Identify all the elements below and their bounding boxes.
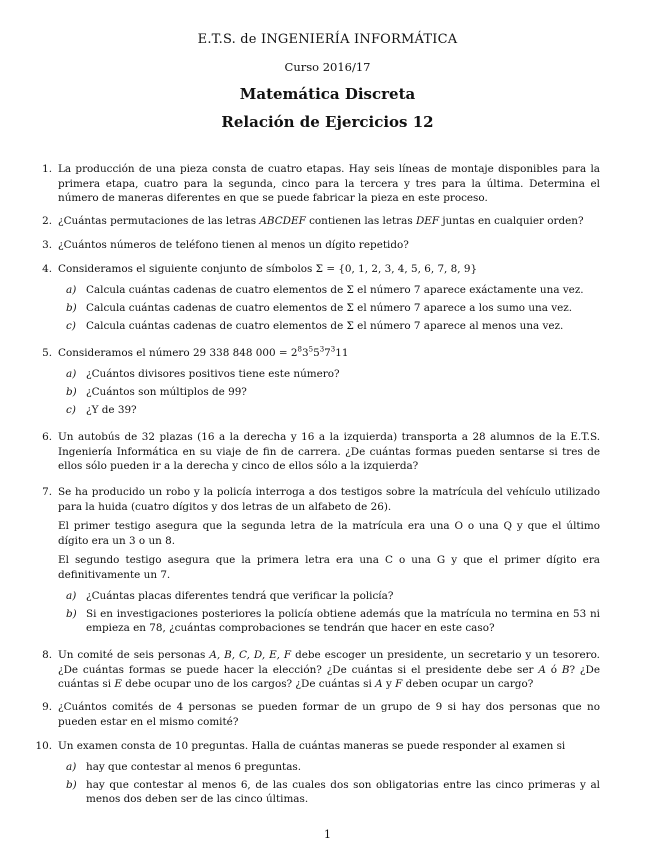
exercise-number: 1. [42, 163, 52, 175]
subitem-list [58, 367, 600, 418]
course-year: Curso 2016/17 [284, 60, 371, 74]
exercise-number: 8. [42, 649, 52, 661]
subitem-list [58, 283, 600, 334]
exercise-number: 4. [42, 263, 52, 275]
subitem-list [58, 760, 600, 807]
exercise-number: 9. [42, 701, 52, 713]
exercise-text: La producción de una pieza consta de cuatro etapas. Hay seis líneas de montaje disponibles para la primera etapa, cuatro para la segunda, cinco para la tercera y tres para la última. Determina el número de maneras diferentes en que se puede fabricar la pieza en este proceso. [58, 163, 600, 205]
exercise-number: 6. [42, 431, 52, 443]
exercise-text: Consideramos el siguiente conjunto de símbolos Σ = {0, 1, 2, 3, 4, 5, 6, 7, 8, 9} [58, 263, 478, 275]
exercise-number: 3. [42, 239, 52, 251]
subitem: b) hay que contestar al menos 6, de las cuales dos son obligatorias entre las cinco primeras y al menos dos deben ser de las cinco últimas. [66, 778, 600, 806]
exercise-3 [42, 238, 600, 258]
exercise-number: 10. [35, 740, 52, 752]
exercise-2 [42, 214, 600, 234]
exercise-text: Un examen consta de 10 preguntas. Halla de cuántas maneras se puede responder al examen si [58, 740, 566, 752]
subitem: a) ¿Cuántos divisores positivos tiene este número? [66, 367, 340, 380]
subitem: c) ¿Y de 39? [66, 403, 137, 416]
subitem: b) Si en investigaciones posteriores la policía obtiene además que la matrícula no termina en 53 ni empieza en 78, ¿cuántas comprobaciones se tendrán que hacer en este caso? [66, 607, 600, 635]
page-number: 1 [324, 828, 331, 841]
subitem: b) ¿Cuántos son múltiplos de 99? [66, 385, 247, 398]
exercise-paragraph: El segundo testigo asegura que la primera letra era una C o una G y que el primer dígito era definitivamente un 7. [58, 554, 600, 581]
exercise-5 [42, 345, 600, 421]
exercise-10 [35, 739, 600, 810]
exercise-number: 7. [42, 486, 52, 498]
institution-header: E.T.S. de INGENIERÍA INFORMÁTICA [197, 32, 458, 47]
exercise-8 [42, 648, 600, 697]
subitem: c) Calcula cuántas cadenas de cuatro elementos de Σ el número 7 aparece al menos una vez. [66, 319, 564, 332]
subitem: b) Calcula cuántas cadenas de cuatro elementos de Σ el número 7 aparece a los sumo una vez. [66, 301, 573, 314]
subitem: a) Calcula cuántas cadenas de cuatro elementos de Σ el número 7 aparece exáctamente una vez. [66, 283, 584, 296]
sheet-title: Relación de Ejercicios 12 [221, 113, 434, 131]
exercise-paragraph: Se ha producido un robo y la policía interroga a dos testigos sobre la matrícula del vehículo utilizado para la huida (cuatro dígitos y dos letras de un alfabeto de 26). [58, 486, 600, 513]
exercise-text: Un comité de seis personas A, B, C, D, E, F debe escoger un presidente, un secretario y un tesorero. ¿De cuántas formas se puede hacer la elección? ¿De cuántas si el presidente debe ser A ó B? ¿De cuántas si E debe ocupar uno de los cargos? ¿De cuántas si A y F deben ocupar un cargo? [58, 649, 600, 691]
exercise-paragraph: El primer testigo asegura que la segunda letra de la matrícula era una O o una Q y que el último dígito era un 3 o un 8. [58, 520, 600, 547]
exercise-text: ¿Cuántas permutaciones de las letras ABCDEF contienen las letras DEF juntas en cualquier orden? [58, 215, 584, 227]
exercise-7 [42, 485, 600, 639]
course-title: Matemática Discreta [239, 85, 416, 103]
exercise-4 [42, 262, 600, 337]
subitem: a) hay que contestar al menos 6 preguntas. [66, 760, 302, 773]
subitem: a) ¿Cuántas placas diferentes tendrá que verificar la policía? [66, 589, 394, 602]
subitem-list [58, 589, 600, 636]
exercise-text: Un autobús de 32 plazas (16 a la derecha y 16 a la izquierda) transporta a 28 alumnos de la E.T.S. Ingeniería Informática en su viaje de fin de carrera. ¿De cuántas formas pueden sentarse si tres de ellos sólo pueden ir a la derecha y cinco de ellos sólo a la izquierda? [58, 431, 600, 473]
exercise-text: Consideramos el número 29 338 848 $000 = 2^83^55^37^311$ [58, 345, 349, 359]
exercise-1 [42, 162, 600, 211]
exercise-text: ¿Cuántos comités de 4 personas se pueden formar de un grupo de 9 si hay dos personas que no pueden estar en el mismo comité? [58, 701, 600, 728]
exercise-text: ¿Cuántos números de teléfono tienen al menos un dígito repetido? [58, 239, 409, 251]
exercise-number: 5. [42, 347, 52, 359]
exercise-6 [42, 430, 600, 479]
exercise-number: 2. [42, 215, 52, 227]
exercise-9 [42, 700, 600, 734]
